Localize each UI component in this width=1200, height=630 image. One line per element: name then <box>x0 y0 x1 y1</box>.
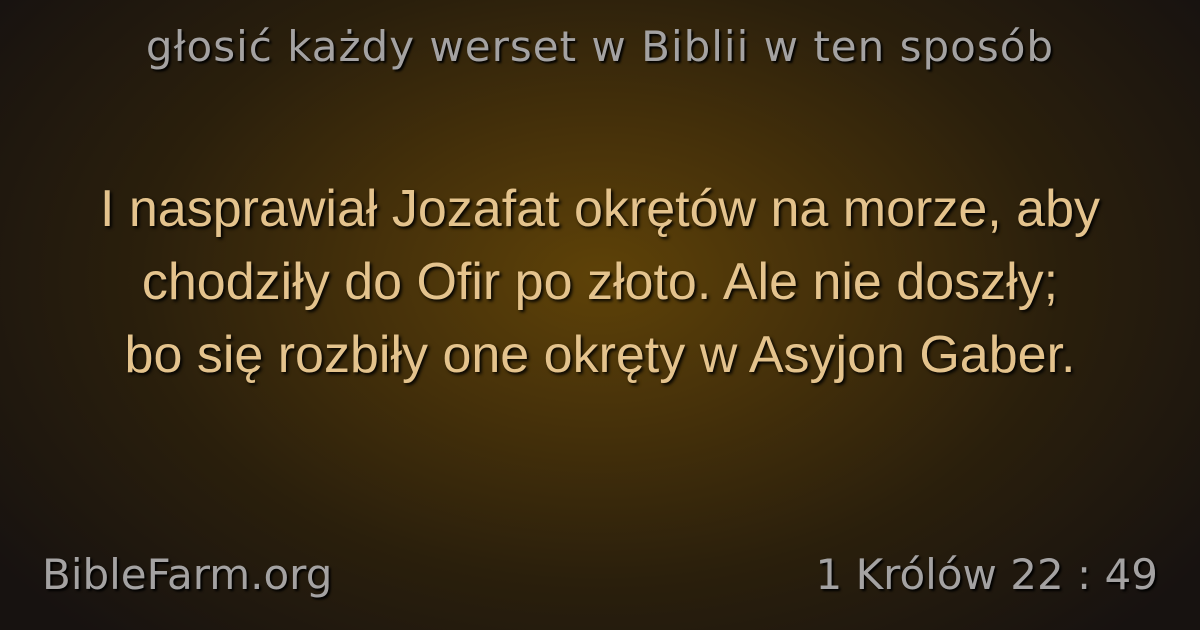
site-name: BibleFarm.org <box>42 550 333 599</box>
verse-line: chodziły do Ofir po złoto. Ale nie doszły; <box>141 253 1059 311</box>
verse-text <box>40 173 1160 392</box>
verse-line: I nasprawiał Jozafat okrętów na morze, aby <box>99 180 1101 238</box>
verse-line: bo się rozbiły one okręty w Asyjon Gaber. <box>124 326 1076 384</box>
tagline: głosić każdy werset w Biblii w ten sposób <box>145 22 1055 71</box>
verse-reference: 1 Królów 22 : 49 <box>815 550 1158 599</box>
